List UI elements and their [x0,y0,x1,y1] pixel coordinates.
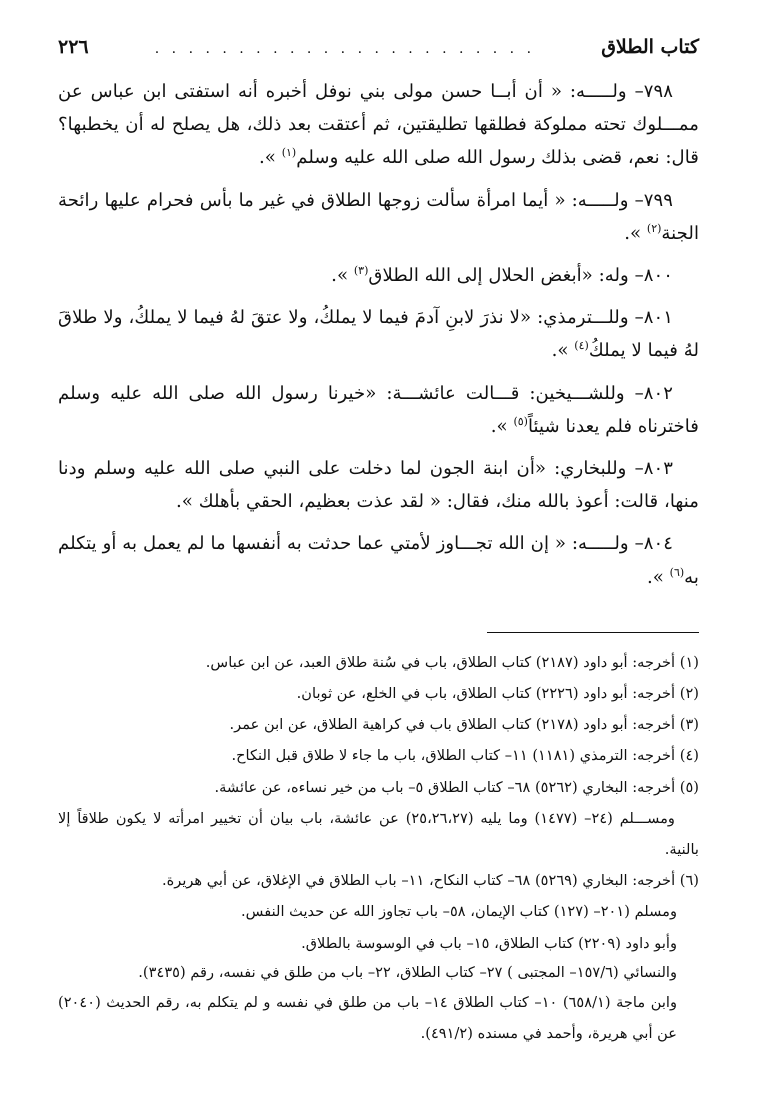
footnote-ref-1: (١) [281,146,297,160]
running-header [58,30,699,65]
footnote-1: (١) أخرجه: أبو داود (٢١٨٧) كتاب الطلاق، باب في سُنة طلاق العبد، عن ابن عباس. [205,653,699,671]
hadith-804: ٨٠٤– ولـــــه: « إن الله تجـــاوز لأمتي عما حدثت به أنفسها ما لم يعمل به أو يتكلم به$^{(٦)}$ ». [58,533,699,588]
hadith-800: ٨٠٠– وله: «أبغض الحلال إلى الله الطلاق$^{(٣)}$ ». [331,263,673,287]
book-page [58,30,699,1079]
hadith-list [58,75,699,594]
footnote-ref-5: (٥) [513,414,528,428]
footnotes [58,647,699,1049]
footnote-5-continuation: ومســـلم (٢٤– (١٤٧٧) وما يليه (٢٥،٢٦،٢٧) عن عائشة، باب بيان أن تخيير امرأته لا يكون طلاقاً إلا بالنية. [58,809,699,859]
footnote-6-nasai: والنسائي (١٥٧/٦– المجتبى ) ٢٧– كتاب الطلاق، ٢٢– باب من طلق في نفسه، رقم (٣٤٣٥). [138,963,677,981]
hadith-801: ٨٠١– وللـــترمذي: «لا نذرَ لابنِ آدمَ فيما لا يملكُ، ولا عتقَ لهُ فيما لا يملكُ، ولا طلاقَ لهُ فيما لا يملكُ$^{(٤)}$ ». [58,307,699,362]
footnote-6: (٦) أخرجه: البخاري (٥٢٦٩) ٦٨– كتاب النكاح، ١١– باب الطلاق في الإغلاق، عن أبي هريرة. [161,872,699,890]
footnote-ref-6: (٦) [669,565,685,579]
hadith-798: ٧٩٨– ولـــــه: « أن أبــا حسن مولى بني نوفل أخبره أنه استفتى ابن عباس عن ممـــلوك تحته مملوكة فطلقها تطليقتين، ثم أعتقت بعد ذلك، هل يصلح له أن يخطبها؟ قال: نعم، قضى بذلك رسول الله صلى الله عليه وسلم$^{(١)}$ ». [58,81,699,169]
footnote-5: (٥) أخرجه: البخاري (٥٢٦٢) ٦٨– كتاب الطلاق ٥– باب من خير نساءه، عن عائشة. [214,778,699,796]
footnote-ref-4: (٤) [574,339,589,353]
header-dot-leader: . . . . . . . . . . . . . . . . . . . . . . . [154,41,536,57]
hadith-802: ٨٠٢– وللشـــيخين: قـــالت عائشـــة: «خيرنا رسول الله صلى الله عليه وسلم فاخترناه فلم يعدنا شيئاً$^{(٥)}$ ». [58,382,699,437]
hadith-803: ٨٠٣– وللبخاري: «أن ابنة الجون لما دخلت على النبي صلى الله عليه وسلم ودنا منها، قالت: أعوذ بالله منك، فقال: « لقد عذت بعظيم، الحقي بأهلك ». [58,458,699,513]
footnote-3: (٣) أخرجه: أبو داود (٢١٧٨) كتاب الطلاق باب في كراهية الطلاق، عن ابن عمر. [229,716,699,734]
page-number: ٢٢٦ [58,36,89,58]
footnote-6-muslim: ومسلم (٢٠١– (١٢٧) كتاب الإيمان، ٥٨– باب تجاوز الله عن حديث النفس. [240,903,677,921]
footnote-4: (٤) أخرجه: الترمذي (١١٨١) ١١– كتاب الطلاق، باب ما جاء لا طلاق قبل النكاح. [231,747,699,765]
footnote-separator [487,632,699,633]
footnote-ref-3: (٣) [353,263,369,277]
footnote-ref-2: (٢) [646,221,662,235]
chapter-title: كتاب الطلاق [601,36,699,58]
footnote-6-abu-dawud: وأبو داود (٢٢٠٩) كتاب الطلاق، ١٥– باب في الوسوسة بالطلاق. [301,934,677,952]
footnote-6-ibn-majah: وابن ماجة (٦٥٨/١) ١٠– كتاب الطلاق ١٤– باب من طلق في نفسه و لم يتكلم به، رقم الحديث (٢٠٤٠) عن أبي هريرة، وأحمد في مسنده (٤٩١/٢). [58,993,677,1043]
footnote-2: (٢) أخرجه: أبو داود (٢٢٢٦) كتاب الطلاق، باب في الخلع، عن ثوبان. [296,685,699,703]
hadith-799: ٧٩٩– ولـــــه: « أيما امرأة سألت زوجها الطلاق في غير ما بأس فحرام عليها رائحة الجنة$^{(٢)}$ ». [58,189,699,244]
